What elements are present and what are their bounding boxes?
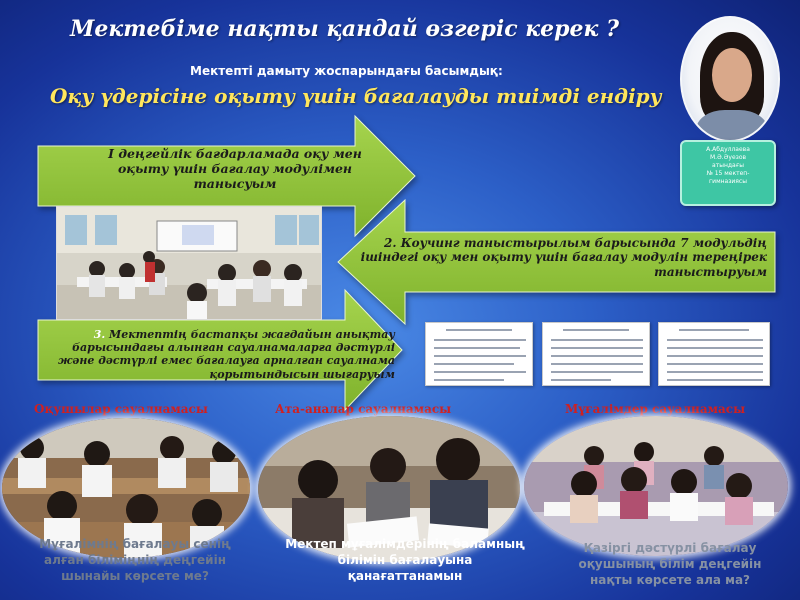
step1-text: І деңгейлік бағдарламада оқу мен оқыту үшін бағалау модулімен танысуым	[108, 146, 362, 191]
student-survey-question: Мұғалімнің бағалауы сенің алған біліміңнің деңгейін шынайы көрсете ме?	[39, 537, 231, 584]
scroll-line: № 15 мектеп-	[706, 170, 750, 178]
parent-survey-question: Мектеп мұғалімдерінің баламның білімін бағалауына қанағаттанамын	[285, 537, 525, 584]
classroom-photo	[56, 206, 322, 320]
questionnaire-sheet-1	[425, 322, 533, 386]
step3-text	[55, 328, 395, 381]
questionnaire-sheet-3	[658, 322, 770, 386]
step3-body: Мектептің бастапқы жағдайын анықтау барысындағы алынған сауалнамаларға дәстүрлі және дәстүрлі емес бағалауға арналған сауалнама қорытындысын шығаруым	[57, 328, 395, 381]
scroll-line: гимназиясы	[709, 178, 747, 186]
step2-text: 2. Коучинг таныстырылым барысында 7 модульдің ішіндегі оқу мен оқыту үшін бағалау модулін тереңірек таныстыруым	[360, 236, 767, 279]
parent-survey-label: Ата-аналар сауалнамасы	[275, 402, 452, 416]
slide-title: Мектебіме нақты қандай өзгеріс керек ?	[70, 16, 619, 42]
teacher-survey-question: Қазіргі дәстүрлі бағалау оқушының білім деңгейін нақты көрсете ала ма?	[578, 541, 762, 588]
teacher-survey-label: Мұғалімдер сауалнамасы	[565, 402, 746, 416]
questionnaire-sheet-2	[542, 322, 650, 386]
step3-number: 3.	[93, 328, 106, 341]
slide-subtitle: Мектепті дамыту жоспарындағы басымдық:	[190, 64, 503, 78]
scroll-line: А.Абдуллаева	[706, 146, 750, 153]
scroll-line: атындағы	[712, 162, 744, 170]
main-goal: Оқу үдерісіне оқыту үшін бағалауды тиімді ендіру	[50, 84, 662, 108]
teacher-survey-photo	[524, 416, 788, 556]
scroll-line: М.Ә.Әуезов	[709, 154, 747, 162]
student-survey-label: Оқушылар сауалнамасы	[34, 402, 208, 416]
